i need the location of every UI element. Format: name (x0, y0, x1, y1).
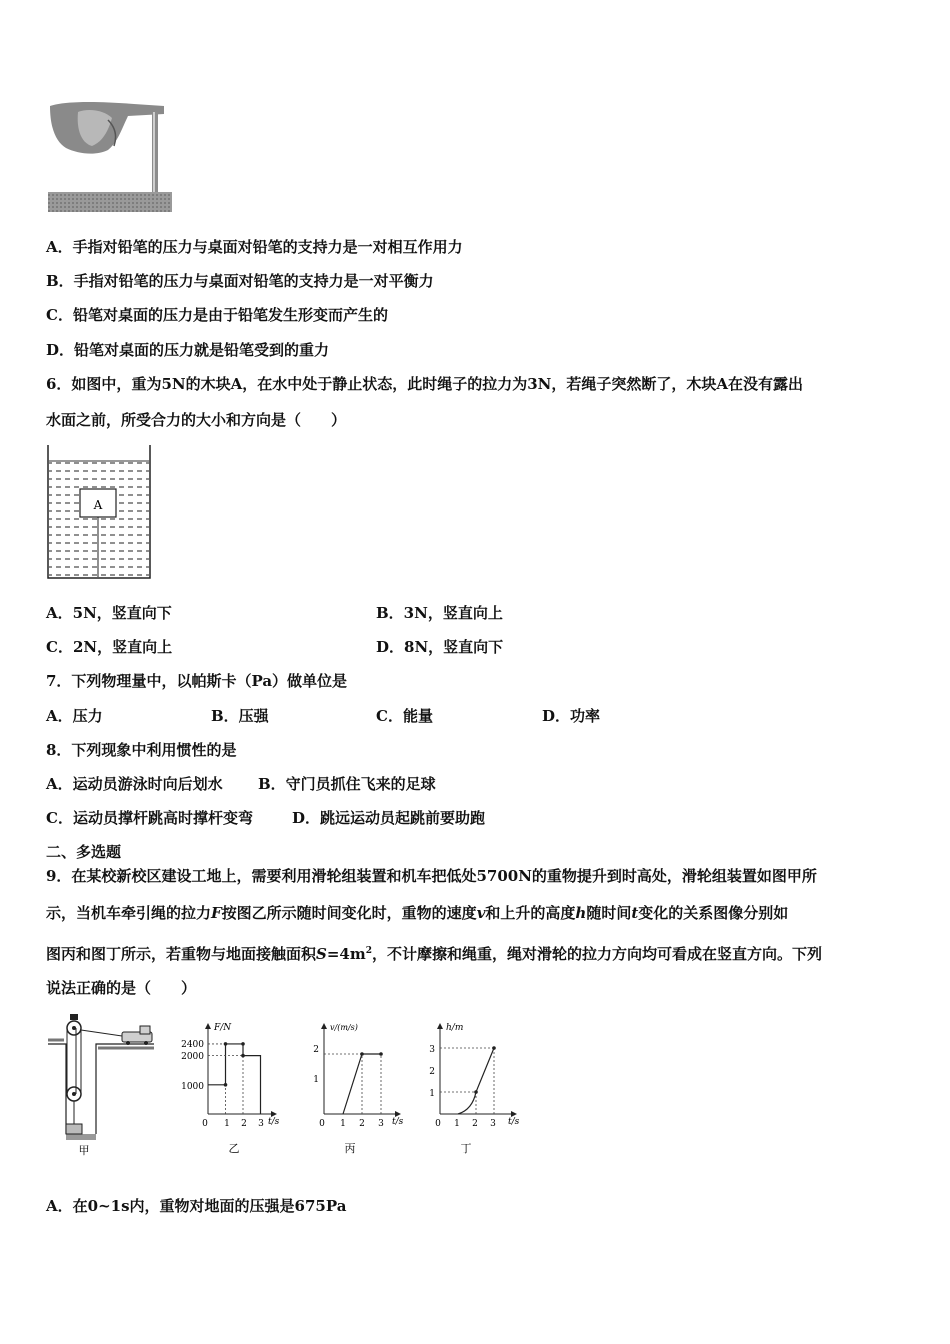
q9-stem-line1: 9．在某校新校区建设工地上，需要利用滑轮组装置和机车把低处5700N的重物提升到时高处，滑轮组装置如图甲所 (46, 867, 817, 885)
caption-jia: 甲 (78, 1144, 90, 1156)
force-line (208, 1044, 261, 1114)
height-point-0 (474, 1090, 478, 1094)
ding-xtick-0: 0 (435, 1119, 441, 1129)
q9-stem-line4: 说法正确的是（ ） (46, 979, 197, 997)
q8-stem: 8．下列现象中利用惯性的是 (46, 741, 237, 759)
q8-option-a: A．运动员游泳时向后划水 (46, 775, 223, 793)
ding-ytick-2: 2 (429, 1067, 435, 1077)
q6-stem-line2: 水面之前，所受合力的大小和方向是（ ） (46, 411, 347, 429)
q6-option-a: A．5N，竖直向下 (46, 604, 172, 622)
q9-stem-line2: 示，当机车牵引绳的拉力F按图乙所示随时间变化时，重物的速度v和上升的高度h随时间t变化的关系图像分别如 (46, 904, 789, 922)
ding-xtick-2: 2 (472, 1119, 478, 1129)
q5-option-d: D．铅笔对桌面的压力就是铅笔受到的重力 (46, 341, 330, 359)
yi-xtick-2: 2 (241, 1119, 247, 1129)
bing-ylabel: v/(m/s) (330, 1023, 358, 1032)
water-tank-figure (46, 443, 152, 580)
q5-option-b: B．手指对铅笔的压力与桌面对铅笔的支持力是一对平衡力 (46, 272, 434, 290)
bing-xlabel: t/s (392, 1117, 404, 1127)
bing-xtick-1: 1 (340, 1119, 346, 1129)
hand-pencil-figure (48, 98, 172, 214)
q6-option-c: C．2N，竖直向上 (46, 638, 173, 656)
block-a-label: A (93, 498, 103, 512)
caption-bing: 丙 (344, 1142, 356, 1155)
yi-xtick-1: 1 (224, 1119, 230, 1129)
pulley-system-figure (46, 1006, 156, 1156)
force-point-0 (224, 1083, 228, 1087)
ding-xtick-1: 1 (454, 1119, 460, 1129)
ding-ytick-1: 1 (429, 1089, 435, 1099)
force-point-1 (224, 1042, 228, 1046)
yi-ytick-2000: 2000 (181, 1052, 204, 1062)
bing-xtick-3: 3 (378, 1119, 384, 1129)
q7-option-b: B．压强 (211, 707, 269, 725)
q7-stem: 7．下列物理量中，以帕斯卡（Pa）做单位是 (46, 672, 348, 690)
ding-xtick-3: 3 (490, 1119, 496, 1129)
bing-xtick-0: 0 (319, 1119, 325, 1129)
q8-option-b: B．守门员抓住飞来的足球 (258, 775, 436, 793)
q9-stem-line3: 图丙和图丁所示，若重物与地面接触面积$S=4m^2$，不计摩擦和绳重，绳对滑轮的拉力方向均可看成在竖直方向。下列 (46, 945, 823, 963)
ding-ylabel: h/m (446, 1023, 464, 1033)
bing-xtick-2: 2 (359, 1119, 365, 1129)
q7-option-a: A．压力 (46, 707, 103, 725)
height-time-graph (422, 1018, 532, 1156)
q6-option-b: B．3N，竖直向上 (376, 604, 503, 622)
velocity-point-0 (360, 1052, 364, 1056)
caption-yi: 乙 (228, 1142, 240, 1155)
yi-ytick-2400: 2400 (181, 1040, 204, 1050)
q6-stem-line1: 6．如图中，重为5N的木块A，在水中处于静止状态，此时绳子的拉力为3N，若绳子突然断了，木块A在没有露出 (46, 375, 804, 393)
q7-option-d: D．功率 (542, 707, 601, 725)
height-point-1 (492, 1046, 496, 1050)
bing-ytick-2: 2 (313, 1045, 319, 1055)
yi-xlabel: t/s (268, 1117, 280, 1127)
velocity-time-graph (306, 1018, 416, 1156)
q5-option-c: C．铅笔对桌面的压力是由于铅笔发生形变而产生的 (46, 306, 388, 324)
yi-ytick-1000: 1000 (181, 1082, 204, 1092)
q9-option-a: A．在0~1s内，重物对地面的压强是675Pa (46, 1197, 347, 1215)
caption-ding: 丁 (460, 1142, 472, 1155)
force-time-graph (176, 1018, 286, 1156)
q8-option-d: D．跳远运动员起跳前要助跑 (292, 809, 486, 827)
q8-option-c: C．运动员撑杆跳高时撑杆变弯 (46, 809, 253, 827)
q6-option-d: D．8N，竖直向下 (376, 638, 504, 656)
q7-option-c: C．能量 (376, 707, 433, 725)
velocity-point-1 (379, 1052, 383, 1056)
bing-ytick-1: 1 (313, 1075, 319, 1085)
force-point-3 (241, 1054, 245, 1058)
section-title-multiple-choice: 二、多选题 (46, 843, 122, 861)
yi-xtick-0: 0 (202, 1119, 208, 1129)
yi-xtick-3: 3 (258, 1119, 264, 1129)
q5-option-a: A．手指对铅笔的压力与桌面对铅笔的支持力是一对相互作用力 (46, 238, 463, 256)
force-point-2 (241, 1042, 245, 1046)
yi-ylabel: F/N (214, 1023, 232, 1033)
ding-ytick-3: 3 (429, 1045, 435, 1055)
ding-xlabel: t/s (508, 1117, 520, 1127)
